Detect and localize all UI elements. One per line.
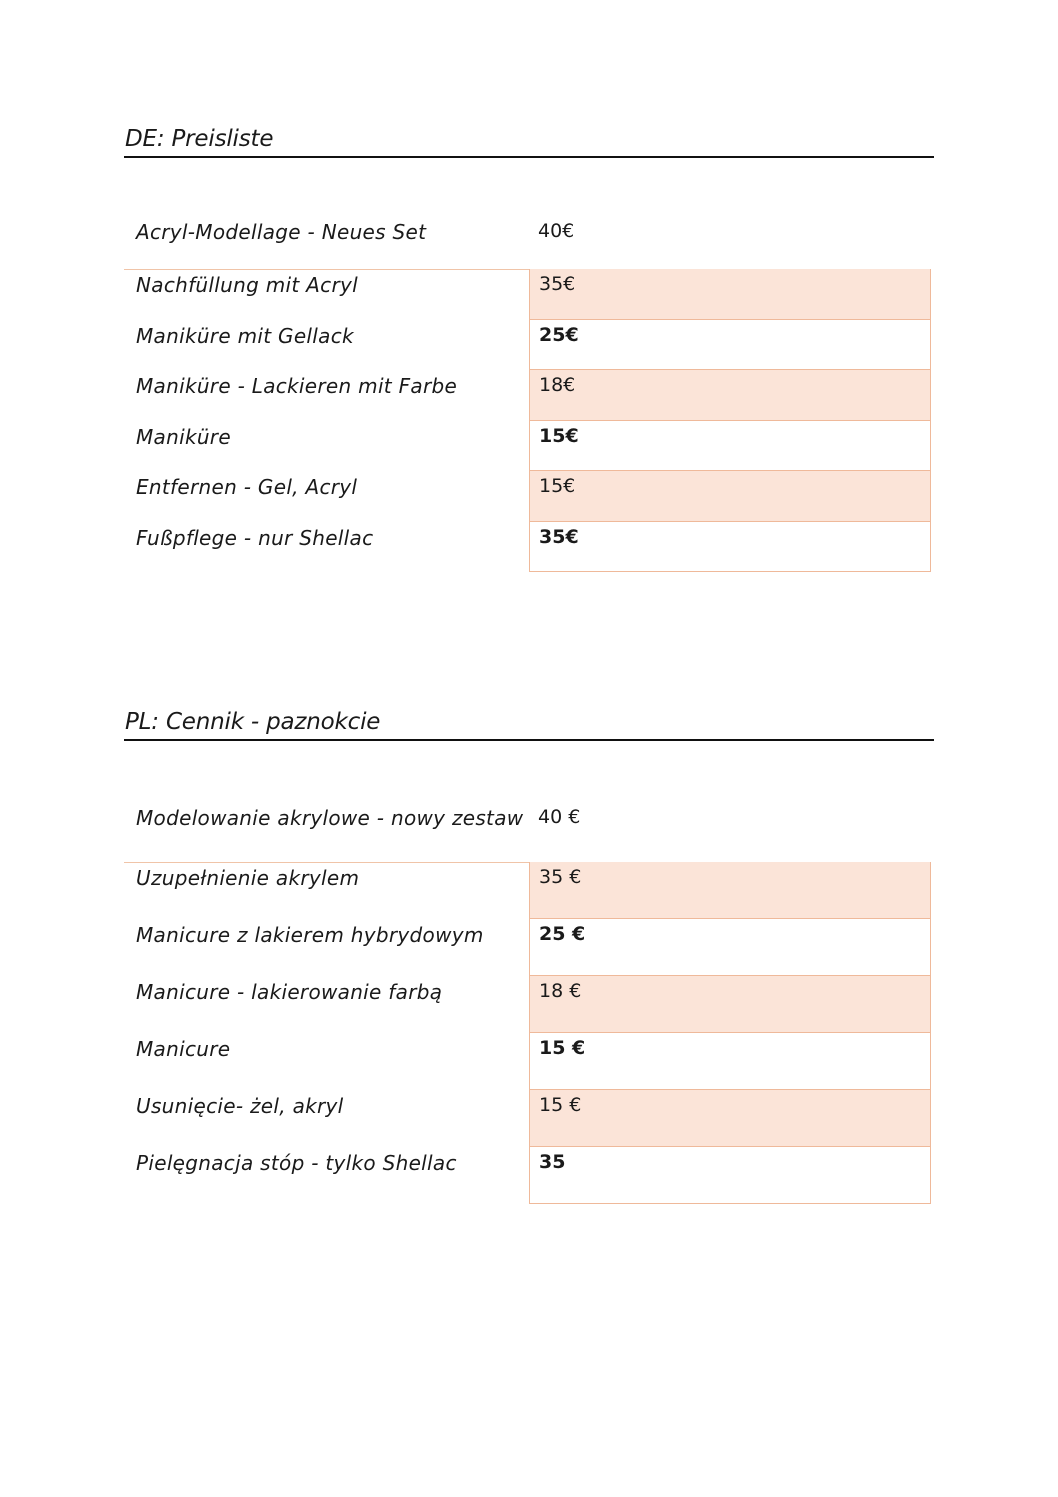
service-name: Modelowanie akrylowe - nowy zestaw <box>136 806 524 830</box>
service-price: 35€ <box>539 273 576 295</box>
table-row <box>124 370 934 421</box>
service-name: Uzupełnienie akrylem <box>136 866 360 890</box>
service-name: Manicure - lakierowanie farbą <box>136 980 443 1004</box>
service-price: 40 € <box>538 806 581 828</box>
price-table <box>124 862 934 1204</box>
price-cell <box>529 471 931 522</box>
service-name: Usunięcie- żel, akryl <box>136 1094 344 1118</box>
service-price: 15€ <box>539 475 576 497</box>
table-row <box>124 862 934 919</box>
service-price: 40€ <box>538 220 575 242</box>
service-price: 25€ <box>539 323 579 346</box>
service-name: Entfernen - Gel, Acryl <box>136 475 358 499</box>
price-cell <box>529 1090 931 1147</box>
service-name: Pielęgnacja stóp - tylko Shellac <box>136 1151 457 1175</box>
price-cell <box>529 320 931 371</box>
service-name: Maniküre - Lackieren mit Farbe <box>136 374 458 398</box>
service-price: 15 € <box>539 1094 582 1116</box>
service-price: 15€ <box>539 424 579 447</box>
section-de <box>124 124 934 550</box>
service-price: 35 <box>539 1151 566 1173</box>
service-price: 15 € <box>539 1037 586 1059</box>
table-row <box>124 320 934 371</box>
table-row <box>124 471 934 522</box>
table-row <box>124 269 934 320</box>
table-row <box>124 919 934 976</box>
table-row <box>124 1147 934 1204</box>
service-price: 18€ <box>539 374 576 396</box>
price-cell <box>529 269 931 320</box>
price-cell <box>529 370 931 421</box>
price-cell <box>529 976 931 1033</box>
price-cell <box>529 1033 931 1090</box>
price-cell <box>529 1147 931 1204</box>
service-price: 35€ <box>539 525 579 548</box>
price-table <box>124 269 934 572</box>
service-name: Manicure <box>136 1037 231 1061</box>
service-price: 35 € <box>539 866 582 888</box>
section-pl <box>124 707 934 1175</box>
service-name: Manicure z lakierem hybrydowym <box>136 923 484 947</box>
table-row <box>124 1033 934 1090</box>
price-cell <box>529 522 931 573</box>
table-row <box>124 522 934 573</box>
service-name: Maniküre mit Gellack <box>136 323 354 348</box>
table-row <box>124 976 934 1033</box>
section-title: PL: Cennik - paznokcie <box>124 707 934 741</box>
section-title: DE: Preisliste <box>124 124 934 158</box>
service-price: 18 € <box>539 980 582 1002</box>
service-name: Fußpflege - nur Shellac <box>136 525 374 550</box>
price-cell <box>529 421 931 472</box>
service-name: Acryl-Modellage - Neues Set <box>136 220 427 244</box>
service-name: Nachfüllung mit Acryl <box>136 273 358 297</box>
price-cell <box>529 862 931 919</box>
table-row <box>124 1090 934 1147</box>
table-row <box>124 421 934 472</box>
service-price: 25 € <box>539 923 586 945</box>
price-cell <box>529 919 931 976</box>
service-name: Maniküre <box>136 424 231 449</box>
